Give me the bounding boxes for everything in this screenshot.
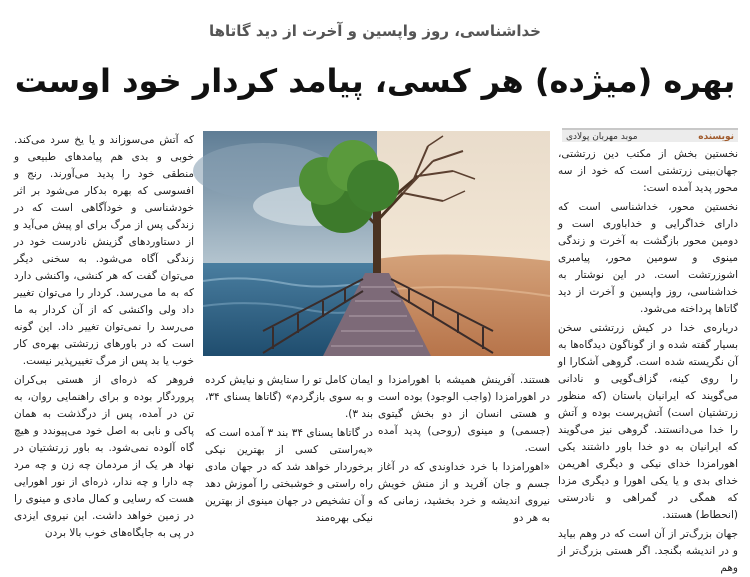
- byline-label: نویسنده: [698, 132, 734, 142]
- paragraph: فروهر که ذره‌ای از هستی بی‌کران پروردگار بوده و برای راهنمایی روان، به تن در آمده، پس از درگذشت به همان پاکی و نابی به اصل خود می‌پیوندد و هیچ گاه آلوده نمی‌شود. به باور زرتشتیان در نهاد هر یک از مردمان چه زن و چه مرد چه دارا و چه ندار، ذره‌ای از نور اهورایی هست که رسایی و کمال مادی و مینوی را در زمین خواهد داشت. این نیروی ایزدی در پی به جایگاه‌های خوب بالا بردن: [14, 374, 194, 539]
- paragraph: جهان بزرگ‌تر از آن است که در وهم بیاید و در اندیشه بگنجد. اگر هستی بزرگ‌تر از وهم: [558, 528, 738, 574]
- article-column-left: [14, 132, 194, 539]
- paragraph: نخستین بخش از مکتب دین زرتشتی، جهان‌بینی زرتشتی است که خود از سه محور پدید آمده است:: [558, 148, 738, 194]
- paragraph: نخستین محور، خداشناسی است که دارای خداگرایی و خداباوری است و دومین محور بازگشت به آخرت و زندگی مینوی و سومین محور، پیامبری اشوزرتشت است. در این نوشتار به خداشناسی، روز واپسین و آخرت از دید گاتاها پرداخته می‌شود.: [558, 201, 738, 315]
- tree-pier-photo: [203, 131, 550, 356]
- paragraph: درباره‌ی خدا در کیش زرتشتی سخن بسیار گفته شده و از گوناگون دیدگاه‌ها به آن نگریسته شده است. گروهی آشکارا او را روی کینه، گزاف‌گویی و نادانی می‌گویند که ایرانیان باستان (که منظور زرتشتیان است) آتش‌پرست بوده و آتش را خدا می‌دانستند. گروهی نیز می‌گویند که ایرانیان به دو خدا باور داشتند یکی اهورامزدا خدای نیکی و دیگری اهریمن خدای بدی و یا یکی اهورا و دیگری مزدا که همگی در گمراهی و نادرستی (انحطاط) هستند.: [558, 322, 738, 521]
- byline-author: موبد مهربان پولادی: [566, 132, 638, 142]
- article-column-right: [558, 146, 738, 574]
- author-byline: [562, 128, 738, 142]
- article-headline: بهره (میژده) هر کسی، پیامد کردار خود اوست: [14, 62, 736, 100]
- paragraph: ایمان کامل تو را ستایش و نیایش کرده و به سوی بازگردم» (گاتاها یسنای ۳۴، بند ۳).: [205, 374, 373, 420]
- paragraph: هستند. آفرینش همیشه با اهورامزدا و در اهورامزدا (واجب الوجود) بوده است و هستی انسان از دو بخش گیتوی (جسمی) و مینوی (روحی) پدید آمده است.: [378, 374, 550, 454]
- paragraph: در گاتاها یسنای ۳۴ بند ۳ آمده است که «به‌راستی کسی از بهترین نیکی برخوردار خواهد شد که در جهان مادی راه راستی و خوشبختی را آموزش دهد و آن تشخیص در جهان مینوی از بهترین نیکی بهره‌مند: [205, 427, 373, 524]
- article-kicker: خداشناسی، روز واپسین و آخرت از دید گاتاها: [209, 22, 541, 40]
- paragraph: که آتش می‌سوزاند و یا یخ سرد می‌کند. خوبی و بدی هم پیامدهای طبیعی و منطقی خود را پدید می‌آورند. رنج و افسوسی که بهره بدکار می‌شود بر اثر خودشناسی و خودآگاهی است که در زندگی پس از مرگ برای او پیش می‌آید و از دستاوردهای گزینش نادرست خود در زندگی آگاه می‌شود. به سخنی دیگر می‌توان گفت که هر کنشی، واکنشی دارد که به ما می‌رسد. کردار را می‌توان تغییر داد ولی واکنشی که از آن کردار به ما می‌رسد را نمی‌توان تغییر داد. این گونه است که در باورهای زرتشتی بهره‌ی کار خوب یا بد پس از مرگ تغییرپذیر نیست.: [14, 134, 194, 367]
- article-column-mid-left: [205, 372, 373, 524]
- paragraph: «اهورامزدا با خرد خداوندی که در آغاز جسم و جان آفرید و از منش خویش نیروی اندیشه و خرد بخشید، زمانی که به هر دو: [378, 461, 550, 524]
- article-column-mid-right: [378, 372, 550, 524]
